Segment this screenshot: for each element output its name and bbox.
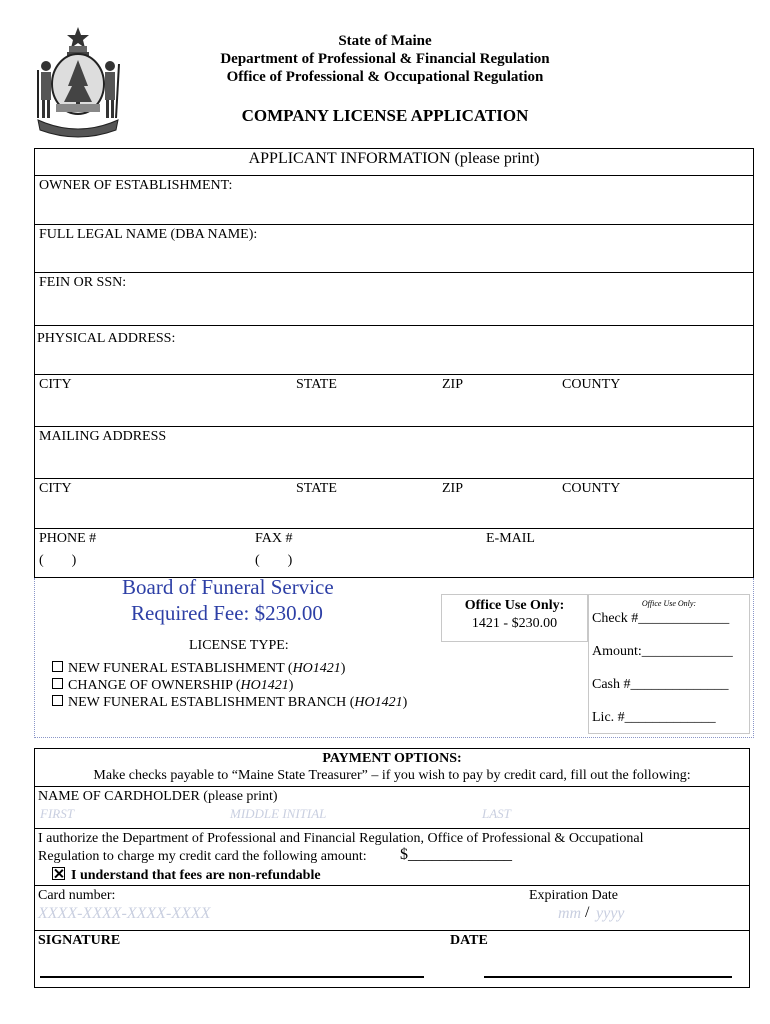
- header-state: State of Maine: [338, 33, 432, 49]
- office-use-small-title: Office Use Only:: [641, 599, 697, 608]
- expiration-month-input[interactable]: mm: [558, 905, 582, 922]
- option-new-branch[interactable]: [52, 695, 407, 711]
- first-name-input[interactable]: FIRST: [40, 806, 74, 821]
- expiration-slash: /: [585, 904, 590, 921]
- signature-label: SIGNATURE: [38, 933, 121, 948]
- option-text: NEW FUNERAL ESTABLISHMENT BRANCH (: [68, 695, 355, 710]
- email-field[interactable]: [486, 550, 750, 574]
- zip-label: ZIP: [442, 377, 463, 392]
- middle-initial-input[interactable]: MIDDLE INITIAL: [230, 806, 327, 821]
- legal-name-label: FULL LEGAL NAME (DBA NAME):: [39, 227, 258, 242]
- checkbox-icon[interactable]: [52, 695, 63, 706]
- mailing-state-label: STATE: [296, 481, 337, 496]
- option-text: NEW FUNERAL ESTABLISHMENT (: [68, 661, 293, 676]
- city-label: CITY: [39, 377, 72, 392]
- checkbox-icon[interactable]: [52, 678, 63, 689]
- applicant-heading: APPLICANT INFORMATION (please print): [248, 150, 540, 167]
- last-name-input[interactable]: LAST: [482, 806, 511, 821]
- divider: [34, 930, 750, 931]
- county-label: COUNTY: [562, 377, 621, 392]
- option-close: ): [402, 695, 408, 710]
- option-code: HO1421: [292, 661, 341, 676]
- payment-instructions: Make checks payable to “Maine State Treasurer” – if you wish to pay by credit card, fill out the following:: [93, 768, 691, 783]
- divider: [34, 224, 754, 225]
- owner-field[interactable]: [36, 194, 752, 222]
- legal-name-field[interactable]: [36, 243, 752, 271]
- checked-checkbox-icon[interactable]: [52, 867, 65, 880]
- date-label: DATE: [450, 933, 488, 948]
- license-type-label: LICENSE TYPE:: [189, 638, 289, 653]
- license-number-field: Lic. #_____________: [592, 710, 716, 725]
- option-close: ): [340, 661, 346, 676]
- mailing-address-label: MAILING ADDRESS: [39, 429, 167, 444]
- physical-address-label: PHYSICAL ADDRESS:: [37, 331, 176, 346]
- option-close: ): [288, 678, 294, 693]
- header-office: Office of Professional & Occupational Regulation: [226, 69, 544, 85]
- phone-field[interactable]: ( ): [39, 553, 77, 568]
- expiration-year-input[interactable]: yyyy: [596, 905, 625, 922]
- physical-city-state-zip-field[interactable]: [36, 394, 752, 424]
- mailing-address-field[interactable]: [36, 446, 752, 476]
- board-name: Board of Funeral Service: [122, 575, 334, 599]
- mailing-city-state-zip-field[interactable]: [36, 498, 752, 526]
- physical-address-field[interactable]: [36, 347, 752, 373]
- fax-field[interactable]: ( ): [255, 553, 293, 568]
- checkbox-icon[interactable]: [52, 661, 63, 672]
- header-department: Department of Professional & Financial Regulation: [220, 51, 550, 67]
- option-text: CHANGE OF OWNERSHIP (: [68, 678, 241, 693]
- divider: [34, 325, 754, 326]
- card-number-input[interactable]: XXXX-XXXX-XXXX-XXXX: [38, 905, 211, 922]
- office-use-code: 1421 - $230.00: [471, 616, 558, 631]
- authorize-text-2: Regulation to charge my credit card the following amount:: [38, 849, 367, 864]
- card-number-label: Card number:: [38, 888, 116, 903]
- email-label: E-MAIL: [486, 531, 535, 546]
- fein-field[interactable]: [36, 291, 752, 323]
- mailing-city-label: CITY: [39, 481, 72, 496]
- cash-number-field: Cash #______________: [592, 677, 729, 692]
- amount-field: Amount:_____________: [592, 644, 733, 659]
- divider: [34, 374, 754, 375]
- payment-heading: PAYMENT OPTIONS:: [322, 751, 462, 766]
- divider: [34, 828, 750, 829]
- cardholder-label: NAME OF CARDHOLDER (please print): [38, 789, 278, 804]
- phone-label: PHONE #: [39, 531, 97, 546]
- fein-label: FEIN OR SSN:: [39, 275, 127, 290]
- expiration-label: Expiration Date: [529, 888, 619, 903]
- fax-label: FAX #: [255, 531, 293, 546]
- mailing-zip-label: ZIP: [442, 481, 463, 496]
- mailing-county-label: COUNTY: [562, 481, 621, 496]
- signature-line[interactable]: [40, 976, 424, 978]
- state-label: STATE: [296, 377, 337, 392]
- option-new-establishment[interactable]: [52, 661, 345, 677]
- divider: [34, 885, 750, 886]
- office-use-title: Office Use Only:: [464, 598, 565, 613]
- divider: [34, 426, 754, 427]
- authorize-text-1: I authorize the Department of Professional and Financial Regulation, Office of Professional & Occupational: [38, 831, 644, 846]
- divider: [34, 478, 754, 479]
- owner-label: OWNER OF ESTABLISHMENT:: [39, 178, 233, 193]
- divider: [34, 175, 754, 176]
- divider: [34, 786, 750, 787]
- nonrefundable-text: I understand that fees are non-refundable: [71, 868, 321, 883]
- charge-amount-field[interactable]: $_____________: [400, 846, 512, 863]
- nonrefundable-acknowledgement[interactable]: [52, 867, 321, 884]
- option-code: HO1421: [354, 695, 403, 710]
- divider: [34, 272, 754, 273]
- page-title: COMPANY LICENSE APPLICATION: [241, 106, 529, 125]
- option-change-of-ownership[interactable]: [52, 678, 293, 694]
- divider: [34, 528, 754, 529]
- option-code: HO1421: [240, 678, 289, 693]
- required-fee: Required Fee: $230.00: [131, 601, 323, 625]
- date-line[interactable]: [484, 976, 732, 978]
- check-number-field: Check #_____________: [592, 611, 730, 626]
